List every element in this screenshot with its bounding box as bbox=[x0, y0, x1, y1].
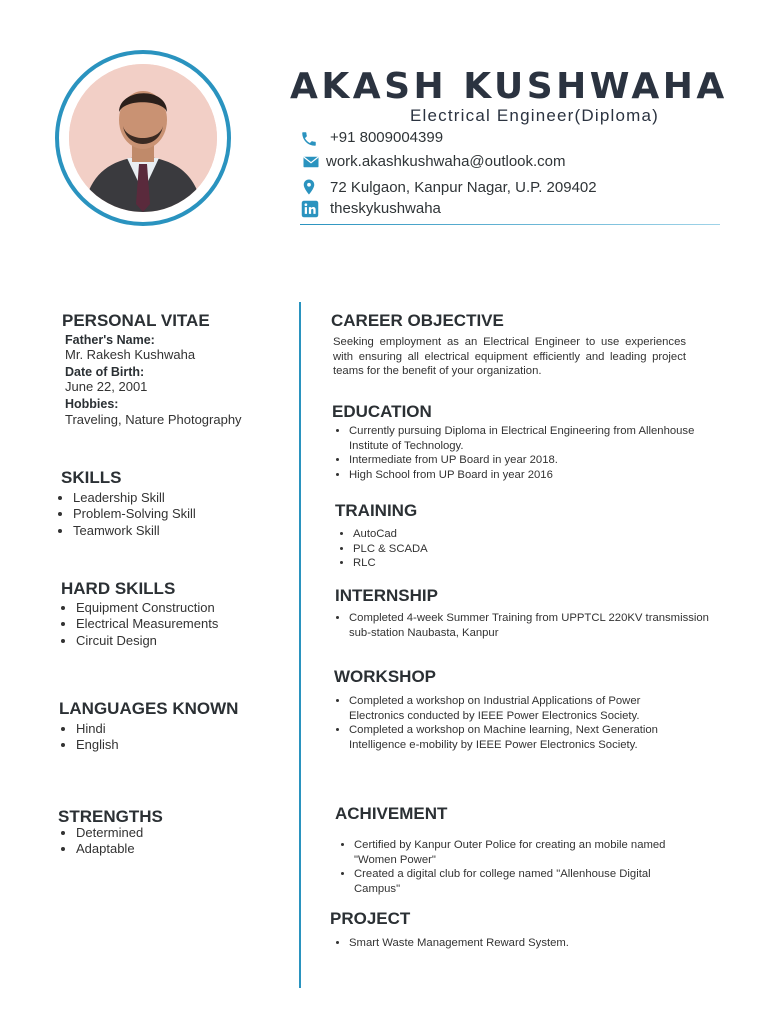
contact-linkedin[interactable]: theskykushwaha bbox=[330, 200, 441, 217]
contact-linkedin-icon-wrap bbox=[301, 200, 319, 223]
list-item: • Completed 4-week Summer Training from UPPTCL 220KV transmission sub-station Naubasta, Kanpur bbox=[349, 611, 709, 640]
column-divider bbox=[299, 302, 301, 988]
contact-address: 72 Kulgaon, Kanpur Nagar, U.P. 209402 bbox=[330, 179, 597, 196]
list-item: • RLC bbox=[353, 556, 428, 571]
workshop-heading: WORKSHOP bbox=[334, 667, 436, 686]
candidate-name: AKASH KUSHWAHA bbox=[290, 66, 728, 107]
job-title: Electrical Engineer(Diploma) bbox=[410, 106, 660, 125]
hobbies-value: Traveling, Nature Photography bbox=[65, 412, 242, 427]
internship-heading: INTERNSHIP bbox=[335, 586, 438, 605]
dob-value: June 22, 2001 bbox=[65, 379, 148, 394]
dob-label: Date of Birth: bbox=[65, 365, 145, 379]
mail-icon bbox=[300, 153, 322, 171]
career-objective-heading: CAREER OBJECTIVE bbox=[331, 311, 504, 330]
list-item: • Teamwork Skill bbox=[73, 523, 196, 539]
list-item: • Certified by Kanpur Outer Police for creating an mobile named "Women Power" bbox=[354, 838, 694, 867]
phone-icon bbox=[300, 130, 318, 148]
list-item: • Completed a workshop on Industrial Applications of Power Electronics conducted by IEEE Power Electronics Society. bbox=[349, 694, 679, 723]
list-item: • Problem-Solving Skill bbox=[73, 506, 196, 522]
contact-email[interactable]: work.akashkushwaha@outlook.com bbox=[326, 153, 566, 170]
list-item: • Created a digital club for college named "Allenhouse Digital Campus" bbox=[354, 867, 694, 896]
education-heading: EDUCATION bbox=[332, 402, 432, 421]
achievement-heading: ACHIVEMENT bbox=[335, 804, 448, 823]
contact-mail-icon-wrap bbox=[300, 153, 322, 176]
list-item: • Equipment Construction bbox=[76, 600, 218, 616]
list-item: • High School from UP Board in year 2016 bbox=[349, 468, 703, 483]
list-item: • Leadership Skill bbox=[73, 490, 196, 506]
training-list bbox=[337, 527, 428, 571]
list-item: • English bbox=[76, 737, 119, 753]
contact-phone[interactable]: +91 8009004399 bbox=[330, 129, 444, 146]
list-item: • Determined bbox=[76, 825, 143, 841]
workshop-list bbox=[333, 694, 679, 752]
list-item: • Adaptable bbox=[76, 841, 143, 857]
list-item: • PLC & SCADA bbox=[353, 542, 428, 557]
list-item: • Currently pursuing Diploma in Electrical Engineering from Allenhouse Institute of Technology. bbox=[349, 424, 703, 453]
location-pin-icon bbox=[300, 178, 318, 196]
hard-skills-heading: HARD SKILLS bbox=[61, 579, 176, 598]
header-divider bbox=[300, 224, 720, 225]
training-heading: TRAINING bbox=[335, 501, 418, 520]
internship-list bbox=[333, 611, 709, 640]
list-item: • Circuit Design bbox=[76, 633, 218, 649]
list-item: • Electrical Measurements bbox=[76, 616, 218, 632]
hobbies-label: Hobbies: bbox=[65, 397, 119, 411]
hard-skills-list bbox=[58, 600, 218, 649]
list-item: • Hindi bbox=[76, 721, 119, 737]
profile-photo bbox=[69, 64, 217, 212]
list-item: • Intermediate from UP Board in year 2018. bbox=[349, 453, 703, 468]
languages-heading: LANGUAGES KNOWN bbox=[59, 699, 239, 718]
list-item: • Completed a workshop on Machine learning, Next Generation Intelligence e-mobility by IEEE Power Electronics Society. bbox=[349, 723, 679, 752]
personal-vitae-heading: PERSONAL VITAE bbox=[62, 311, 210, 330]
list-item: • AutoCad bbox=[353, 527, 428, 542]
languages-list bbox=[58, 721, 119, 754]
fathers-name-value: Mr. Rakesh Kushwaha bbox=[65, 347, 196, 362]
contact-location-icon-wrap bbox=[300, 178, 318, 201]
list-item: • Smart Waste Management Reward System. bbox=[349, 936, 569, 951]
contact-phone-icon-wrap bbox=[300, 130, 318, 153]
skills-heading: SKILLS bbox=[61, 468, 122, 487]
achievement-list bbox=[338, 838, 694, 896]
career-objective-text: Seeking employment as an Electrical Engineer to use experiences with ensuring all electrical equipment efficiently and leading project teams for the benefit of your organization. bbox=[333, 336, 686, 377]
linkedin-icon bbox=[301, 200, 319, 218]
education-list bbox=[333, 424, 703, 482]
strengths-heading: STRENGTHS bbox=[58, 807, 163, 826]
skills-list bbox=[55, 490, 196, 539]
project-heading: PROJECT bbox=[330, 909, 411, 928]
strengths-list bbox=[58, 825, 143, 858]
fathers-name-label: Father's Name: bbox=[65, 333, 155, 347]
project-list bbox=[333, 936, 569, 951]
